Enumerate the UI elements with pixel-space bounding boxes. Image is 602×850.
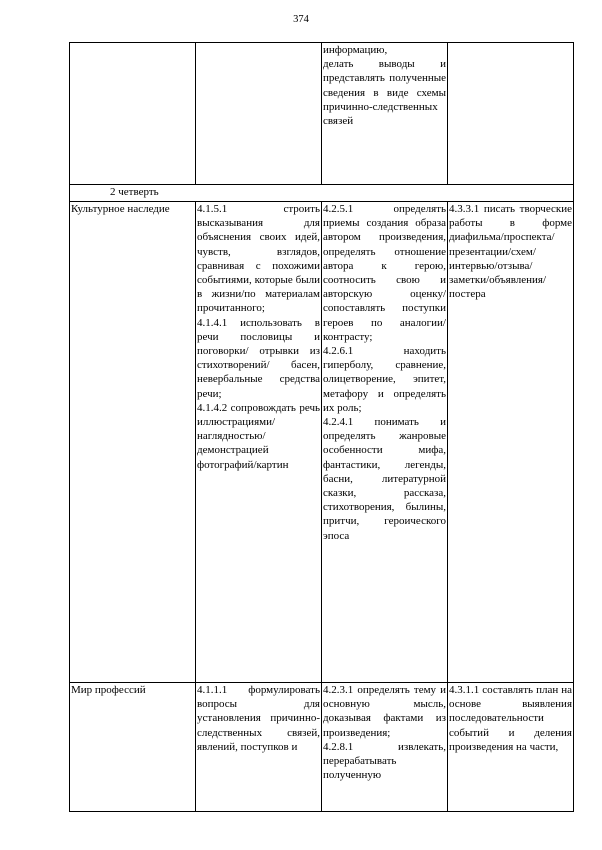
table-row	[70, 43, 574, 185]
writing-objectives-cell	[448, 683, 574, 812]
table-cell	[448, 43, 574, 185]
cell-text: 4.3.1.1 составлять план на основе выявления последовательности событий и деления произведения на части,	[449, 684, 572, 753]
curriculum-table	[69, 42, 574, 812]
reading-objectives-cell	[322, 202, 448, 683]
theme-label: Мир профессий	[71, 684, 146, 696]
page-number: 374	[293, 14, 309, 25]
table-row	[70, 683, 574, 812]
table-cell	[196, 43, 322, 185]
speaking-objectives-cell	[196, 683, 322, 812]
table-cell	[322, 43, 448, 185]
cell-text: 4.3.3.1 писать творческие работы в форме диафильма/проспекта/презентации/схем/интервью/отзыва/заметки/объявления/постера	[449, 203, 572, 301]
theme-cell	[70, 202, 196, 683]
cell-text: информацию, делать выводы и представлять полученные сведения в виде схемы причинно-следственных связей	[323, 44, 446, 128]
table-cell	[70, 43, 196, 185]
cell-text: 4.1.5.1 строить высказывания для объяснения своих идей, чувств, взглядов, сравнивая с похожими событиями, которые были в жизни/по материалам прочитанного; 4.1.4.1 использовать в речи пословицы и поговорки/ отрывки из стихотворений/ басен, невербальные средства речи; 4.1.4.2 сопровождать речь иллюстрациями/наглядностью/демонстрацией фотографий/картин	[197, 203, 320, 471]
quarter-label: 2 четверть	[70, 185, 574, 202]
theme-label: Культурное наследие	[71, 203, 170, 215]
theme-cell	[70, 683, 196, 812]
speaking-objectives-cell	[196, 202, 322, 683]
cell-text: 4.2.5.1 определять приемы создания образа автором произведения, определять отношение автора к герою, соотносить свою и авторскую оценку/сопоставлять поступки героев по аналогии/контрасту; 4.2.6.1 находить гиперболу, сравнение, олицетворение, эпитет, метафору и определять их роль; 4.2.4.1 понимать и определять жанровые особенности мифа, фантастики, легенды, басни, литературной сказки, рассказа, стихотворения, былины, притчи, героического эпоса	[323, 203, 446, 542]
cell-text: 4.2.3.1 определять тему и основную мысль, доказывая фактами из произведения; 4.2.8.1 извлекать, перерабатывать полученную	[323, 684, 446, 782]
reading-objectives-cell	[322, 683, 448, 812]
cell-text: 4.1.1.1 формулировать вопросы для установления причинно-следственных связей, явлений, поступков и	[197, 684, 320, 753]
table-row	[70, 202, 574, 683]
quarter-row	[70, 185, 574, 202]
writing-objectives-cell	[448, 202, 574, 683]
